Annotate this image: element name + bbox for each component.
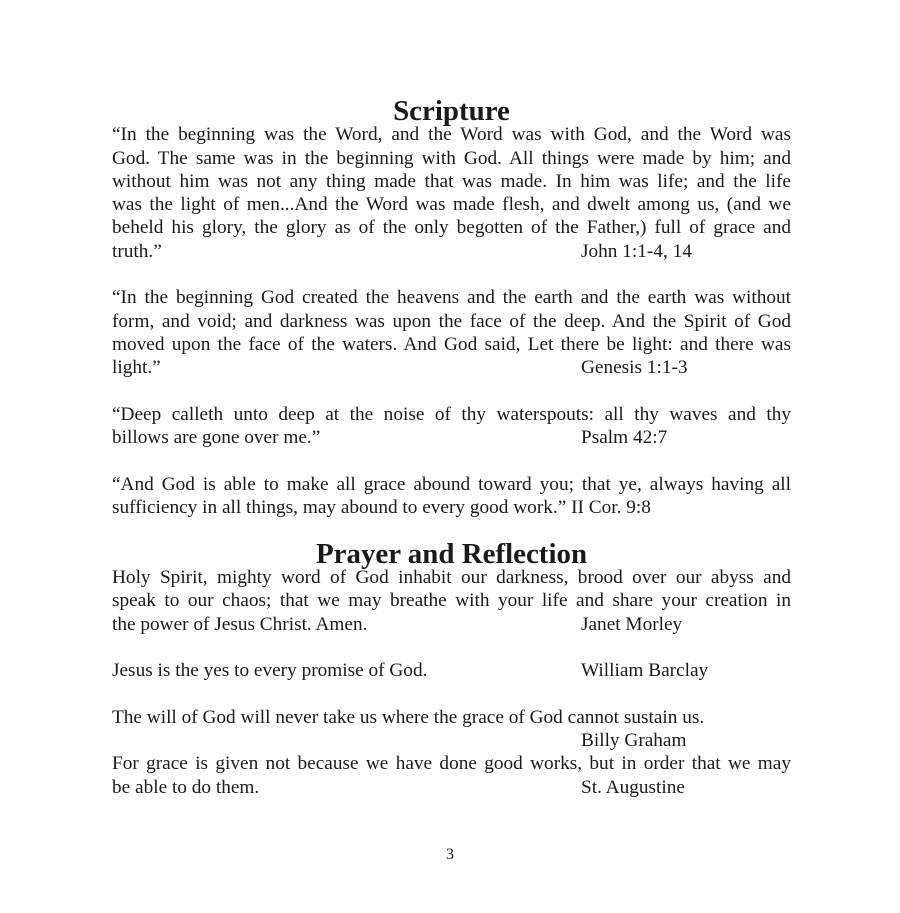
document-page — [112, 95, 791, 799]
prayer-quote-barclay — [112, 659, 791, 682]
quote-line: speak to our chaos; that we may breathe with your life and share your creation in — [112, 590, 791, 612]
scripture-reference: Psalm 42:7 — [581, 427, 668, 449]
quote-text: the power of Jesus Christ. Amen. — [112, 613, 368, 635]
quote-author: St. Augustine — [581, 776, 685, 798]
quote-author: William Barclay — [581, 660, 709, 682]
spacer — [112, 380, 791, 403]
scripture-passage-genesis — [112, 286, 791, 379]
passage-final-line — [112, 356, 791, 379]
spacer — [112, 449, 791, 472]
spacer — [112, 263, 791, 286]
scripture-passage-corinthians — [112, 473, 791, 520]
quote-author: Janet Morley — [581, 613, 683, 635]
passage-line: “In the beginning was the Word, and the Word was with God, and the Word was — [112, 124, 791, 146]
prayer-quote-graham — [112, 706, 791, 753]
passage-text: light.” — [112, 357, 161, 379]
quote-line: For grace is given not because we have done good works, but in order that we may — [112, 753, 791, 775]
prayer-quote-morley — [112, 566, 791, 636]
passage-line: moved upon the face of the waters. And God said, Let there be light: and there was — [112, 333, 791, 355]
quote-text: Jesus is the yes to every promise of God. — [112, 660, 428, 682]
quote-line: Holy Spirit, mighty word of God inhabit our darkness, brood over our abyss and — [112, 566, 791, 588]
passage-line: God. The same was in the beginning with God. All things were made by him; and — [112, 147, 791, 169]
passage-text: truth.” — [112, 240, 162, 262]
spacer — [112, 682, 791, 705]
prayer-quote-augustine — [112, 752, 791, 799]
prayer-heading: Prayer and Reflection — [315, 537, 588, 570]
passage-final-line: sufficiency in all things, may abound to every good work.” II Cor. 9:8 — [112, 497, 651, 519]
passage-line: was the light of men...And the Word was made flesh, and dwelt among us, (and we — [112, 194, 791, 216]
quote-final-line — [112, 613, 791, 636]
quote-final-line — [112, 776, 791, 799]
scripture-reference: Genesis 1:1-3 — [581, 357, 688, 379]
passage-final-line — [112, 426, 791, 449]
passage-final-line — [112, 240, 791, 263]
passage-line: form, and void; and darkness was upon the face of the deep. And the Spirit of God — [112, 310, 791, 332]
page-number: 3 — [446, 846, 454, 863]
quote-text: be able to do them. — [112, 776, 260, 798]
spacer — [112, 636, 791, 659]
scripture-passage-psalm — [112, 403, 791, 450]
passage-line: without him was not any thing made that was made. In him was life; and the life — [112, 170, 791, 192]
scripture-reference: John 1:1-4, 14 — [581, 240, 692, 262]
passage-text: billows are gone over me.” — [112, 427, 321, 449]
passage-line: “And God is able to make all grace abound toward you; that ye, always having all — [112, 473, 791, 495]
scripture-passage-john — [112, 123, 791, 263]
passage-line: “Deep calleth unto deep at the noise of thy waterspouts: all thy waves and thy — [112, 403, 791, 425]
scripture-heading: Scripture — [393, 95, 510, 127]
quote-author: Billy Graham — [581, 730, 687, 752]
passage-line: beheld his glory, the glory as of the only begotten of the Father,) full of grace and — [112, 217, 791, 239]
quote-final-line — [112, 659, 791, 682]
quote-text: The will of God will never take us where the grace of God cannot sustain us. — [112, 706, 705, 728]
passage-line: “In the beginning God created the heavens and the earth and the earth was without — [112, 287, 791, 309]
